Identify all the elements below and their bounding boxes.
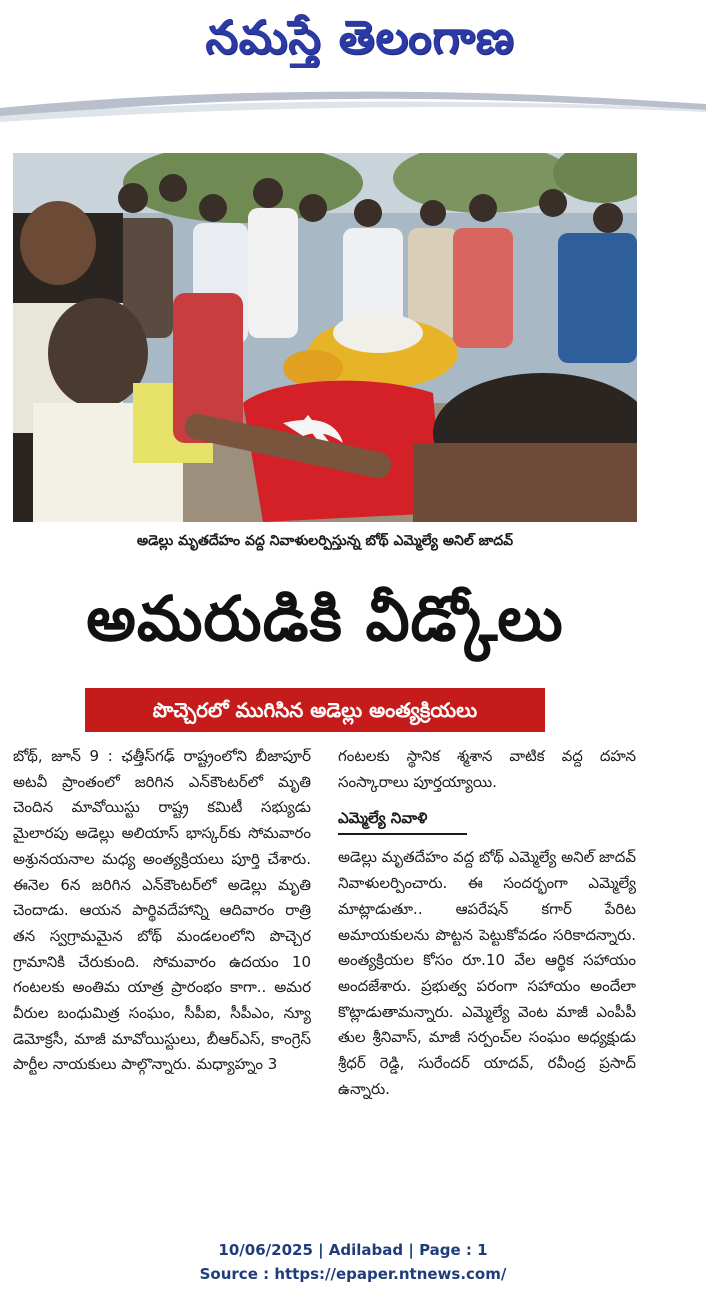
- photo-caption: అడెల్లు మృతదేహం వద్ద నివాళులర్పిస్తున్న బోథ్ ఎమ్మెల్యే అనిల్ జాదవ్: [136, 533, 514, 549]
- masthead: [0, 0, 706, 120]
- article-column-right: [338, 744, 636, 1164]
- subsection-title: ఎమ్మెల్యే నివాళి: [338, 805, 467, 835]
- masthead-swoosh: [0, 86, 706, 126]
- footer: [0, 1238, 706, 1286]
- article-paragraph: గంటలకు స్థానిక శ్మశాన వాటిక వద్ద దహన సంస్కారాలు పూర్తయ్యాయి.: [338, 747, 636, 791]
- newspaper-logo: నమస్తే తెలంగాణ: [205, 10, 515, 64]
- edition-info: 10/06/2025 | Adilabad | Page : 1: [218, 1241, 488, 1259]
- subheadline-banner: పొచ్చెరలో ముగిసిన అడెల్లు అంత్యక్రియలు: [85, 688, 545, 732]
- article-paragraph: అడెల్లు మృతదేహం వద్ద బోథ్ ఎమ్మెల్యే అనిల్ జాదవ్ నివాళులర్పించారు. ఈ సందర్భంగా ఎమ్మెల్యే మాట్లాడుతూ.. ఆపరేషన్ కగార్ పేరిట అమాయకులను పొట్టన పెట్టుకోవడం సరికాదన్నారు. అంత్యక్రియల కోసం రూ.10 వేల ఆర్థిక సహాయం అందజేశారు. ప్రభుత్వ పరంగా సహాయం అందేలా కొట్లాడుతామన్నారు. ఎమ్మెల్యే వెంట మాజీ ఎంపీపీ తుల శ్రీనివాస్, మాజీ సర్పంచ్‌ల సంఘం అధ్యక్షుడు శ్రీధర్ రెడ్డి, సురేందర్ యాదవ్, రవీంద్ర ప్రసాద్ ఉన్నారు.: [338, 848, 636, 1098]
- news-photo: [13, 153, 637, 522]
- headline: అమరుడికి వీడ్కోలు: [86, 582, 564, 655]
- article-paragraph: బోథ్, జూన్ 9 : ఛత్తీస్‌గఢ్ రాష్ట్రంలోని బీజాపూర్ అటవీ ప్రాంతంలో జరిగిన ఎన్‌కౌంటర్‌లో మృతి చెందిన మావోయిస్టు రాష్ట్ర కమిటీ సభ్యుడు మైలారపు అడెల్లు అలియాస్ భాస్కర్‌కు సోమవారం అశ్రునయనాల మధ్య అంత్యక్రియలు పూర్తి చేశారు. ఈనెల 6న జరిగిన ఎన్‌కౌంటర్‌లో అడెల్లు మృతి చెందాడు. ఆయన పార్థివదేహాన్ని ఆదివారం రాత్రి తన స్వగ్రామమైన బోథ్ మండలంలోని పొచ్చెర గ్రామానికి చేరుకుంది. సోమవారం ఉదయం 10 గంటలకు అంతిమ యాత్ర ప్రారంభం కాగా.. అమర వీరుల బంధుమిత్ర సంఘం, సీపీఐ, సీపీఎం, న్యూ డెమోక్రసీ, మాజీ మావోయిస్టులు, బీఆర్‌ఎస్, కాంగ్రెస్ పార్టీల నాయకులు పాల్గొన్నారు. మధ్యాహ్నం 3: [13, 747, 311, 1074]
- source-link[interactable]: Source : https://epaper.ntnews.com/: [199, 1265, 507, 1283]
- article-column-left: [13, 744, 311, 1164]
